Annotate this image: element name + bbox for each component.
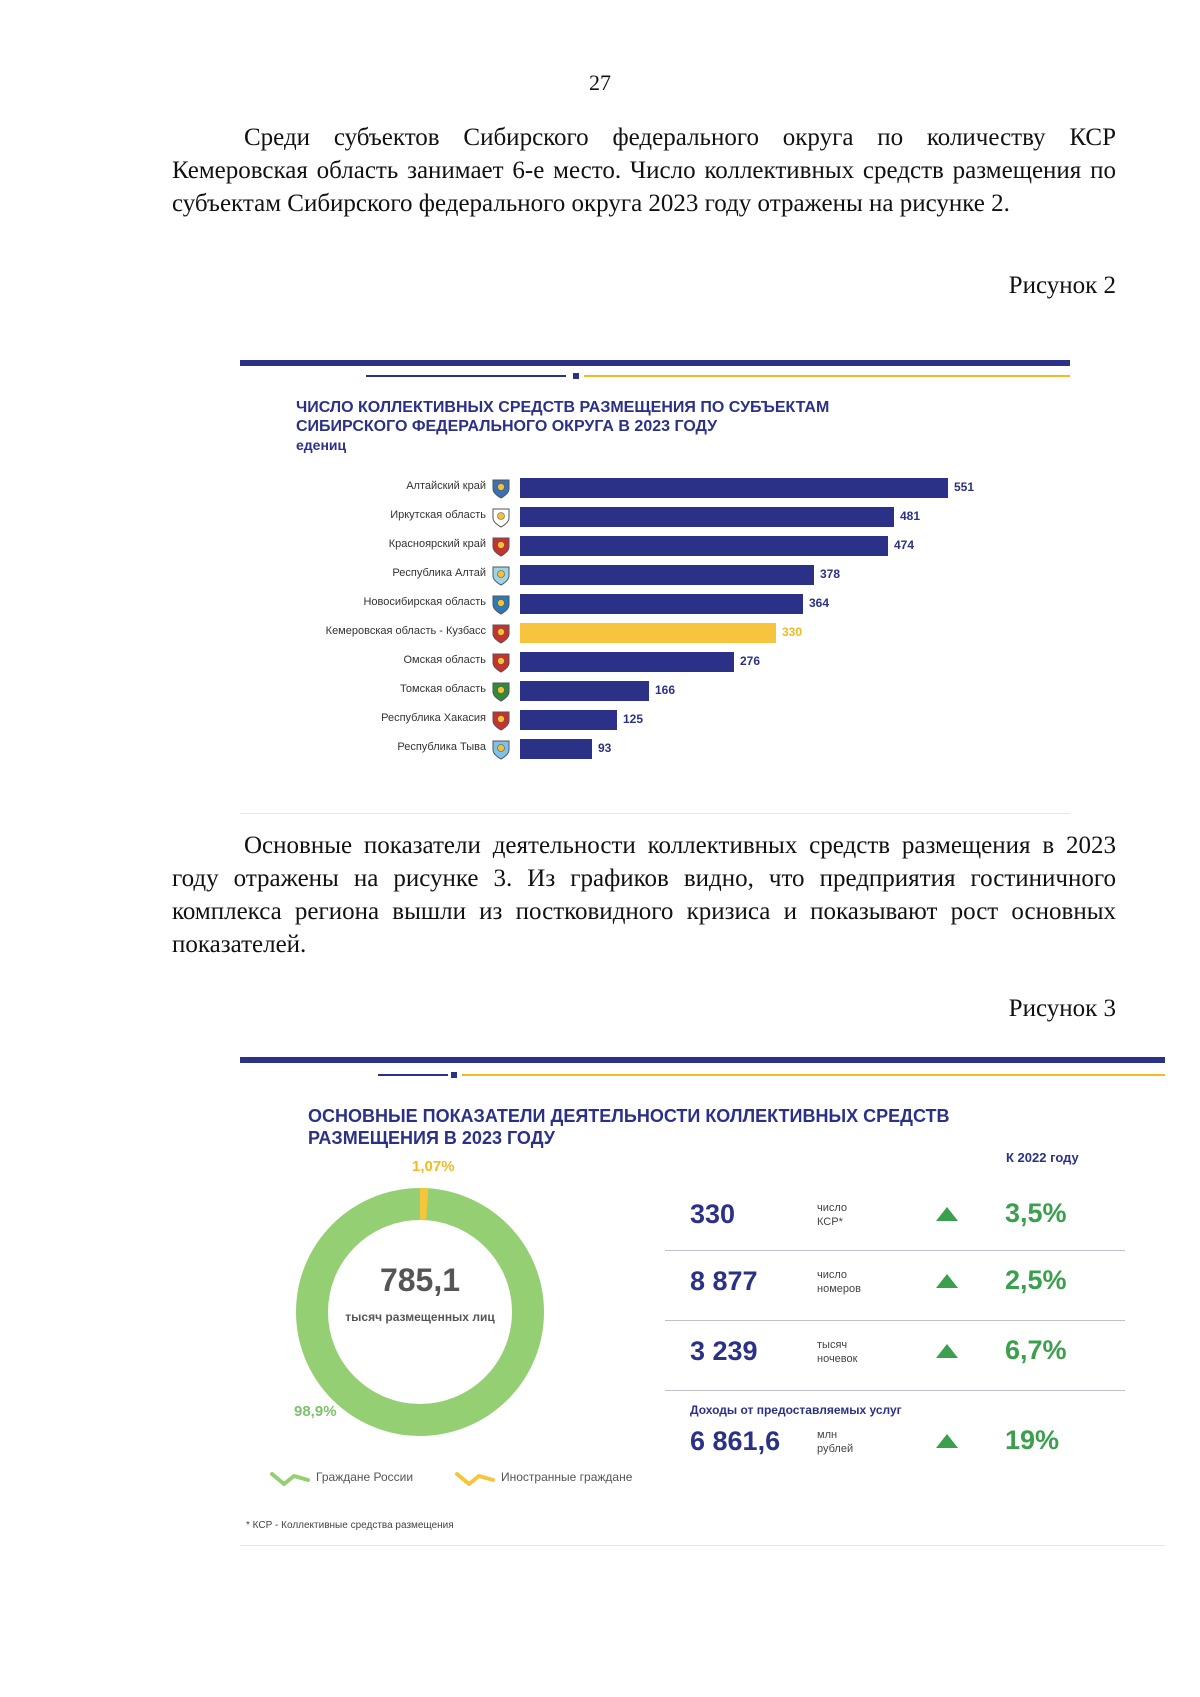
bar-category-label: Республика Тыва: [397, 741, 486, 753]
stat-change: 2,5%: [1005, 1265, 1067, 1295]
bar-row: [0, 505, 1200, 529]
stat-description: [817, 1268, 897, 1296]
bar-row: [0, 679, 1200, 703]
figure-2-title-line-2: СИБИРСКОГО ФЕДЕРАЛЬНОГО ОКРУГА В 2023 ГОДУ: [296, 418, 718, 435]
stat-row-ksr: [665, 1185, 1125, 1251]
stat-value: 3 239: [690, 1336, 758, 1366]
income-label: Доходы от предоставляемых услуг: [690, 1403, 902, 1417]
bar-row: [0, 592, 1200, 616]
region-emblem-icon: [490, 477, 512, 499]
bar-category-label: Омская область: [403, 654, 486, 666]
region-emblem-icon: [490, 709, 512, 731]
page-number: 27: [589, 70, 611, 95]
figure-2-top-rule: [240, 360, 1070, 366]
region-emblem-icon: [490, 593, 512, 615]
figure-3-title-line-1: ОСНОВНЫЕ ПОКАЗАТЕЛИ ДЕЯТЕЛЬНОСТИ КОЛЛЕКТИВНЫХ СРЕДСТВ: [308, 1106, 950, 1126]
figure-3-title-line-2: РАЗМЕЩЕНИЯ В 2023 ГОДУ: [308, 1128, 555, 1148]
bar-category-label: Иркутская область: [390, 509, 486, 521]
bar-category-label: Красноярский край: [388, 538, 486, 550]
figure-2-rule-dot: [573, 373, 579, 379]
foreign-share-label: 1,07%: [412, 1158, 455, 1175]
figure-2-rule-blue: [366, 375, 566, 377]
region-emblem-icon: [490, 738, 512, 760]
bar-value-label: 481: [900, 509, 921, 523]
stat-description-line-1: тысяч: [817, 1339, 848, 1351]
footnote: * КСР - Коллективные средства размещения: [246, 1520, 454, 1531]
bar: [520, 536, 888, 556]
bar-value-label: 93: [598, 741, 612, 755]
stat-change: 6,7%: [1005, 1335, 1067, 1365]
stat-description-line-2: номеров: [817, 1283, 861, 1295]
bar-value-label: 364: [809, 596, 830, 610]
stat-description-line-1: число: [817, 1269, 848, 1281]
bar-category-label: Республика Алтай: [392, 567, 486, 579]
bar-row: [0, 621, 1200, 645]
legend-foreign-label: Иностранные граждане: [501, 1470, 633, 1485]
stat-change: 3,5%: [1005, 1198, 1067, 1228]
stat-separator: [665, 1320, 1125, 1321]
figure-2-caption: Рисунок 2: [1008, 272, 1116, 299]
legend-russia-icon: [270, 1470, 310, 1486]
bar: [520, 681, 649, 701]
donut-center-label: тысяч размещенных лиц: [345, 1310, 495, 1324]
stat-description: [817, 1201, 897, 1229]
bar-row: [0, 650, 1200, 674]
figure-2-title-line-1: ЧИСЛО КОЛЛЕКТИВНЫХ СРЕДСТВ РАЗМЕЩЕНИЯ ПО СУБЪЕКТАМ: [296, 399, 830, 416]
stat-description-line-1: число: [817, 1202, 848, 1214]
bar-value-label: 551: [954, 480, 975, 494]
bar: [520, 507, 894, 527]
bar-category-label: Кемеровская область - Кузбасс: [325, 625, 486, 637]
bar-category-label: Томская область: [400, 683, 486, 695]
stat-row-income: [665, 1412, 1125, 1478]
bar-value-label: 125: [623, 712, 644, 726]
bar-row: [0, 708, 1200, 732]
stat-description-line-2: КСР*: [817, 1216, 843, 1228]
legend-russia: [270, 1470, 413, 1486]
bar: [520, 594, 803, 614]
figure-2-rule-yellow: [584, 375, 1070, 377]
figure-3-caption: Рисунок 3: [1008, 995, 1116, 1022]
paragraph-indicators: Основные показатели деятельности коллективных средств размещения в 2023 году отражены на рисунке 3. Из графиков видно, что предприятия гостиничного комплекса региона вышли из постковидного кризиса и показывают рост основных показателей.: [172, 832, 1116, 958]
bar: [520, 478, 948, 498]
figure-3-top-rule: [240, 1057, 1165, 1063]
stat-row-nights: [665, 1322, 1125, 1388]
region-emblem-icon: [490, 535, 512, 557]
region-emblem-icon: [490, 680, 512, 702]
donut-center-value: 785,1: [379, 1262, 461, 1298]
stat-change: 19%: [1005, 1425, 1060, 1455]
bar-value-label: 330: [782, 625, 803, 639]
legend-russia-label: Граждане России: [316, 1470, 414, 1485]
legend-foreign: [455, 1470, 632, 1486]
region-emblem-icon: [490, 651, 512, 673]
bar-row: [0, 563, 1200, 587]
legend-foreign-icon: [455, 1470, 495, 1486]
figure-2-unit: едениц: [296, 437, 347, 453]
stat-description-line-1: млн: [817, 1429, 838, 1441]
region-emblem-icon: [490, 564, 512, 586]
stat-value: 8 877: [690, 1266, 758, 1296]
bar-value-label: 166: [655, 683, 676, 697]
figure-3-title: [308, 1105, 1068, 1149]
stat-value: 6 861,6: [690, 1426, 781, 1456]
figure-3-bottom-rule: [240, 1545, 1165, 1546]
region-emblem-icon: [490, 506, 512, 528]
arrow-up-icon: [936, 1344, 958, 1358]
bar-value-label: 378: [820, 567, 841, 581]
figure-2-bottom-rule: [240, 813, 1070, 814]
bar-row: [0, 534, 1200, 558]
figure-3-rule-yellow: [462, 1074, 1165, 1076]
russia-share-label: 98,9%: [294, 1403, 337, 1420]
arrow-up-icon: [936, 1207, 958, 1221]
arrow-up-icon: [936, 1274, 958, 1288]
bar-value-label: 474: [894, 538, 915, 552]
bar: [520, 710, 617, 730]
bar: [520, 565, 814, 585]
stat-description: [817, 1338, 897, 1366]
stat-description: [817, 1428, 897, 1456]
bar-value-label: 276: [740, 654, 761, 668]
bar: [520, 739, 592, 759]
paragraph-intro: Среди субъектов Сибирского федерального округа по количеству КСР Кемеровская область занимает 6-е место. Число коллективных средств размещения по субъектам Сибирского федерального округа 2023 году отражены на рисунке 2.: [172, 124, 1116, 217]
stat-separator: [665, 1250, 1125, 1251]
bar-category-label: Республика Хакасия: [381, 712, 486, 724]
stat-description-line-2: ночевок: [817, 1353, 858, 1365]
bar-row: [0, 737, 1200, 761]
bar-category-label: Новосибирская область: [363, 596, 486, 608]
bar: [520, 623, 776, 643]
stat-description-line-2: рублей: [817, 1443, 854, 1455]
bar: [520, 652, 734, 672]
figure-3-rule-dot: [451, 1072, 457, 1078]
stat-separator: [665, 1390, 1125, 1391]
bar-row: [0, 476, 1200, 500]
compared-to-2022-label: К 2022 году: [1006, 1150, 1079, 1165]
arrow-up-icon: [936, 1434, 958, 1448]
stat-value: 330: [690, 1199, 736, 1229]
bar-category-label: Алтайский край: [406, 480, 486, 492]
figure-2-title: [296, 398, 996, 455]
stat-row-rooms: [665, 1252, 1125, 1318]
region-emblem-icon: [490, 622, 512, 644]
figure-3-rule-blue: [378, 1074, 448, 1076]
